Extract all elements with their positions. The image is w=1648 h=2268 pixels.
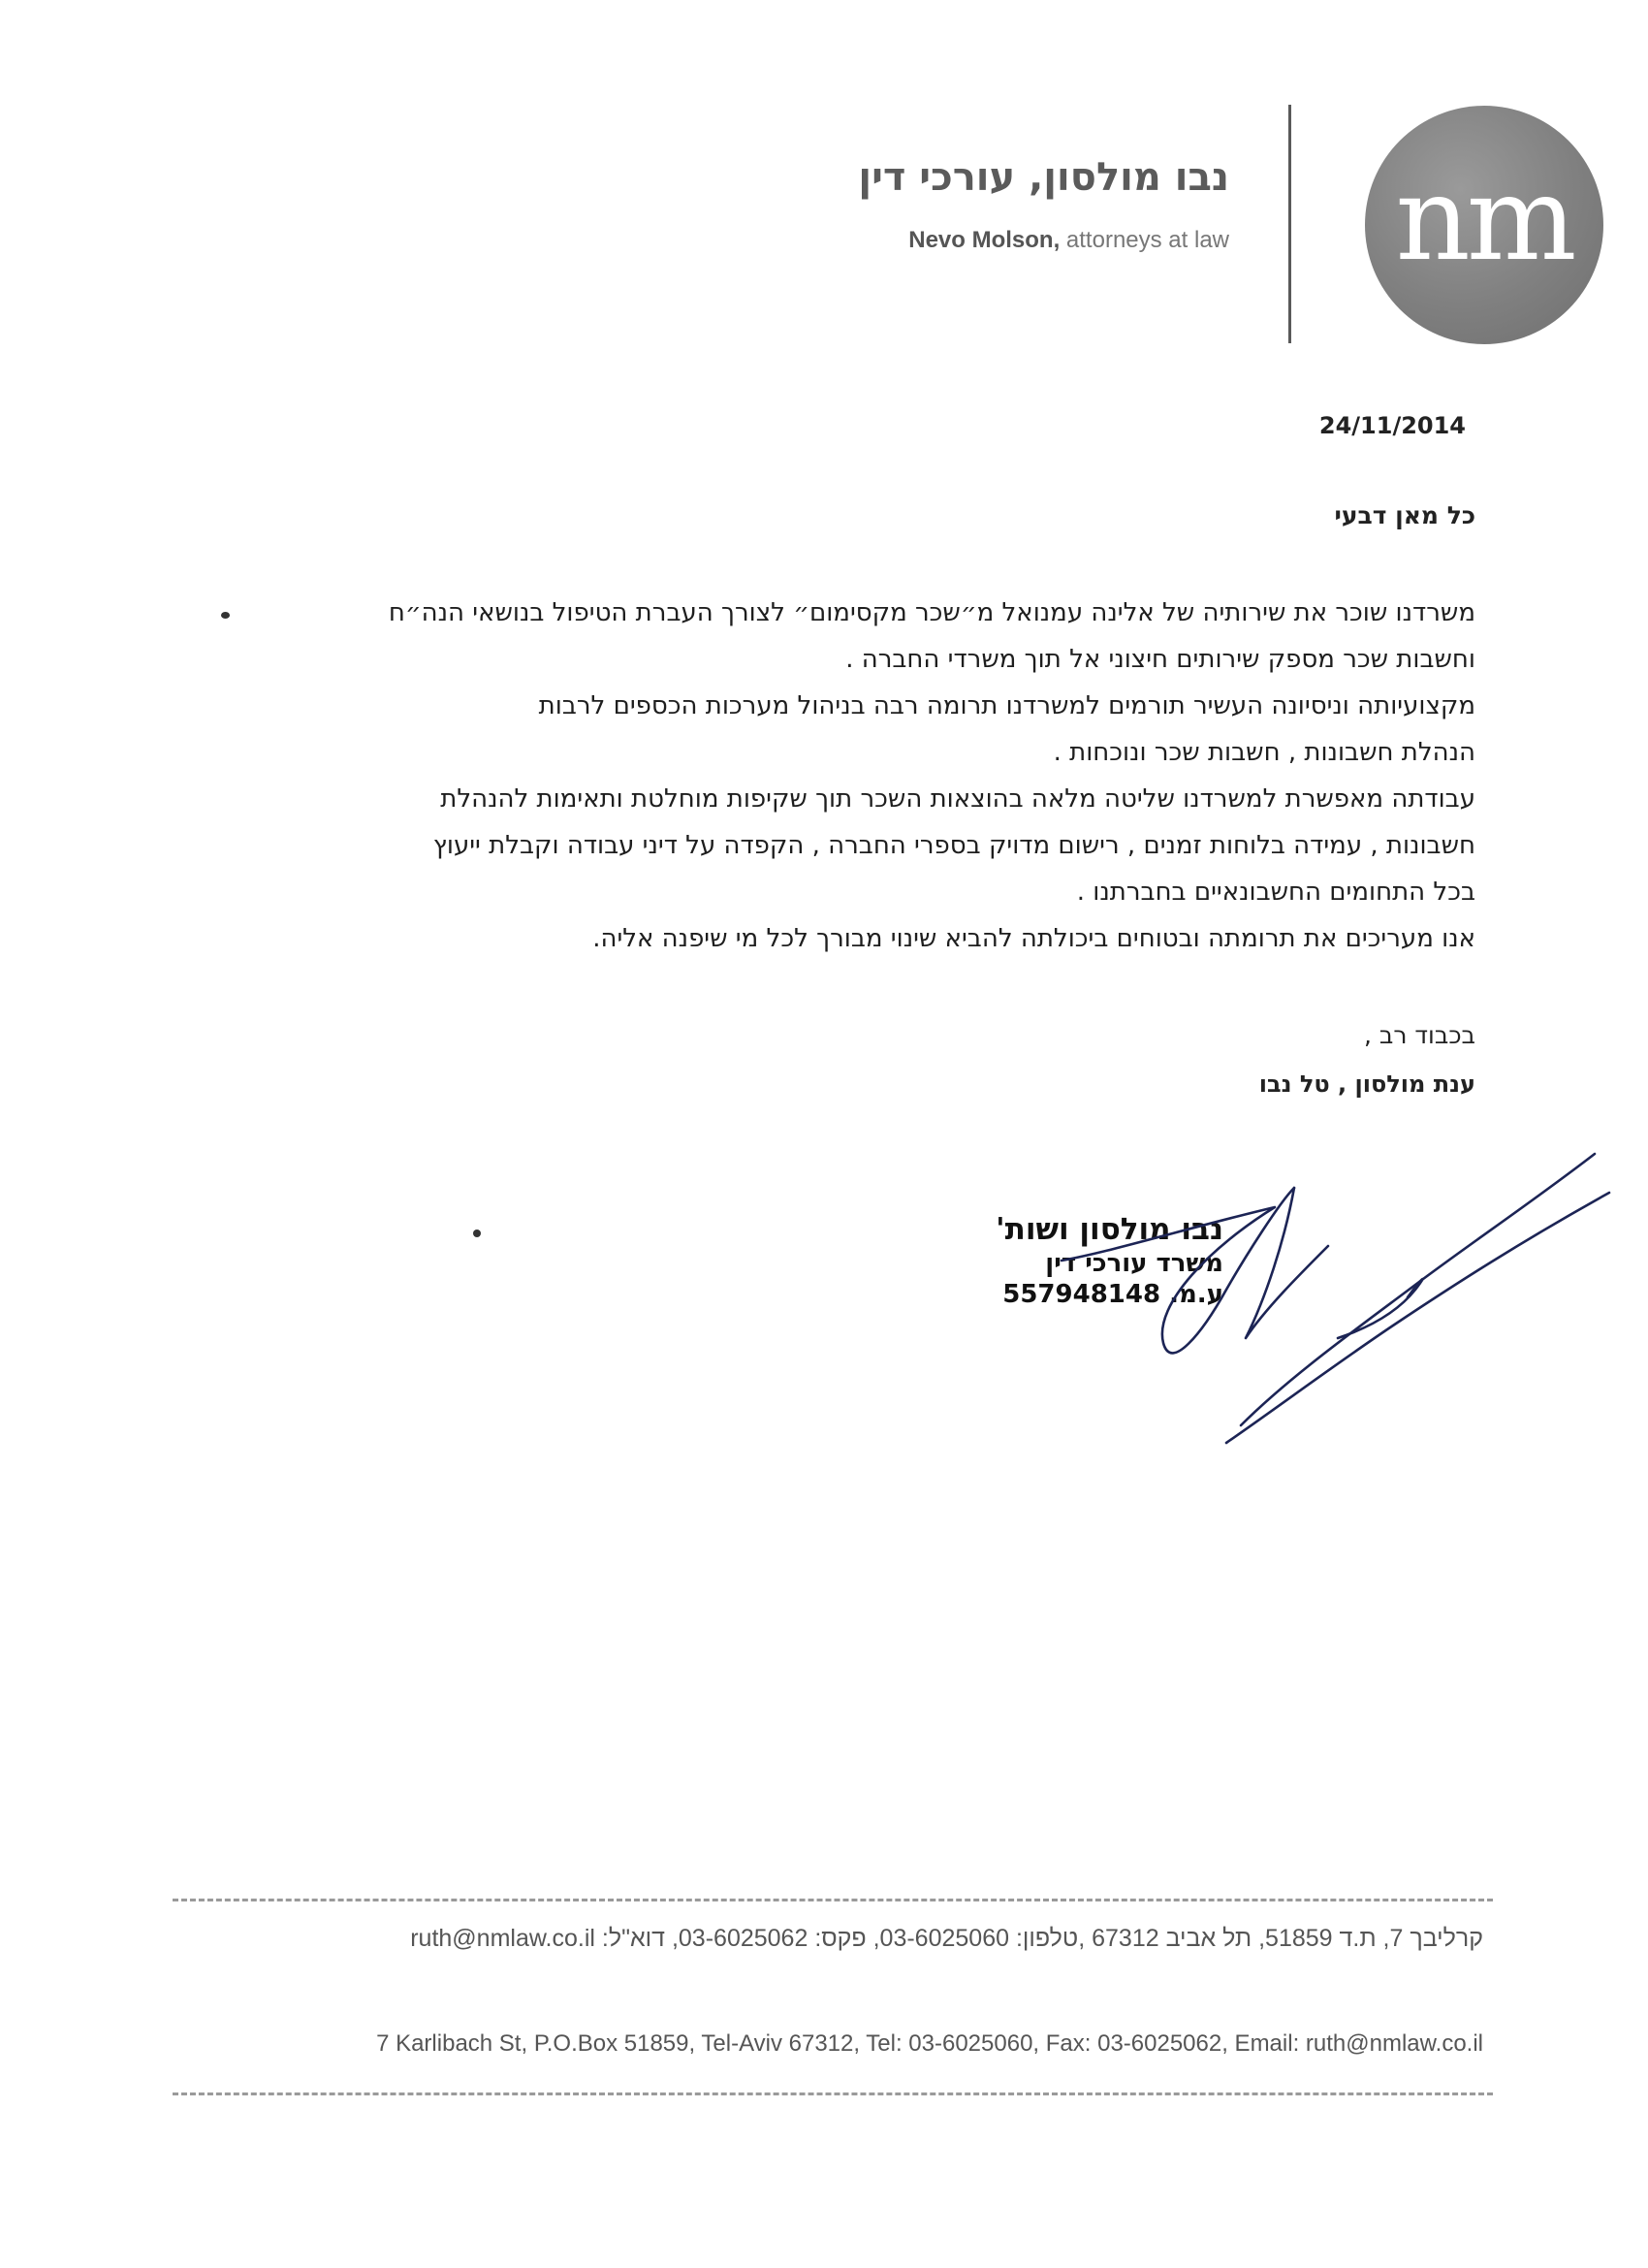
footer-top-rule	[173, 1899, 1493, 1901]
body-line: אנו מעריכים את תרומתה ובטוחים ביכולתה להביא שינוי מבורך לכל מי שיפנה אליה.	[592, 924, 1475, 953]
body-line: חשבונות , עמידה בלוחות זמנים , רישום מדויק בספרי החברה , הקפדה על דיני עבודה וקבלת ייעוץ	[432, 831, 1475, 860]
stamp-office-type: משרד עורכי דין	[1045, 1249, 1223, 1278]
firm-logo	[1365, 106, 1603, 344]
stamp-registration-number: ע.מ. 557948148	[1002, 1280, 1223, 1309]
body-line: עבודתה מאפשרת למשרדנו שליטה מלאה בהוצאות השכר תוך שקיפות מוחלטת ותאימות להנהלת	[440, 784, 1475, 814]
stamp-firm-name: נבו מולסון ושות'	[996, 1212, 1223, 1247]
body-line: מקצועיותה וניסיונה העשיר תורמים למשרדנו תרומה רבה בניהול מערכות הכספים לרבות	[538, 691, 1475, 720]
scan-speck	[221, 612, 230, 619]
handwritten-signature	[1047, 1134, 1629, 1454]
closing-phrase: בכבוד רב ,	[1364, 1021, 1475, 1049]
scan-speck	[473, 1230, 481, 1237]
firm-name-hebrew: נבו מולסון, עורכי דין	[858, 155, 1229, 200]
footer-bottom-rule	[173, 2092, 1493, 2095]
footer-address-hebrew: קרליבך 7, ת.ד 51859, תל אביב 67312 ,טלפון: 03-6025060, פקס: 03-6025062, דוא"ל: ruth@nmlaw.co.il	[410, 1925, 1483, 1952]
letter-body	[186, 590, 1475, 962]
firm-name-english	[908, 227, 1229, 254]
body-line: בכל התחומים החשבונאיים בחברתנו .	[1076, 878, 1475, 907]
logo-monogram: nm	[1395, 152, 1573, 287]
firm-name-english-rest: attorneys at law	[1060, 227, 1229, 253]
footer-address-english: 7 Karlibach St, P.O.Box 51859, Tel-Aviv 67312, Tel: 03-6025060, Fax: 03-6025062, Email: ruth@nmlaw.co.il	[376, 2030, 1483, 2057]
firm-name-english-bold: Nevo Molson,	[908, 227, 1061, 253]
body-line: הנהלת חשבונות , חשבות שכר ונוכחות .	[1053, 738, 1475, 767]
salutation: כל מאן דבעי	[1334, 501, 1475, 529]
body-line: וחשבות שכר מספק שירותים חיצוני אל תוך משרדי החברה .	[845, 645, 1475, 674]
body-line: משרדנו שוכר את שירותיה של אלינה עמנואל מ״שכר מקסימום״ לצורך העברת הטיפול בנושאי הנה״ח	[388, 598, 1475, 627]
signatories: ענת מולסון , טל נבו	[1258, 1070, 1475, 1098]
letter-date: 24/11/2014	[1318, 412, 1466, 439]
header-divider	[1288, 105, 1291, 343]
